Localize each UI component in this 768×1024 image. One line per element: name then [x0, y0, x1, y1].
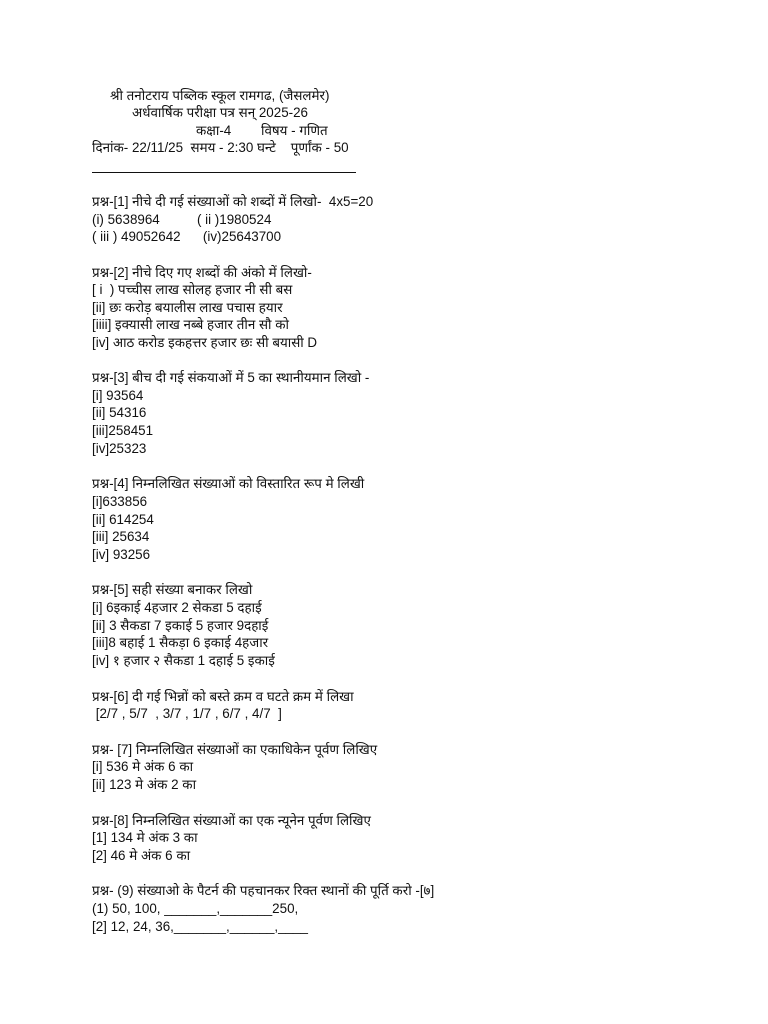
class-subject: कक्षा-4 विषय - गणित [196, 123, 328, 138]
question-3-item: [iv]25323 [92, 441, 147, 456]
question-4-title: प्रश्न-[4] निम्नलिखित संख्याओं को विस्तारित रूप मे लिखी [92, 476, 365, 491]
question-2-item: [iv] आठ करोड इकहत्तर हजार छः सी बयासी D [92, 335, 318, 350]
header-divider [92, 172, 356, 173]
question-5-item: [iv] १ हजार २ सैकडा 1 दहाई 5 इकाई [92, 653, 275, 668]
question-6-item: [2/7 , 5/7 , 3/7 , 1/7 , 6/7 , 4/7 ] [92, 706, 282, 721]
question-2-item: [ii] छः करोड़ बयालीस लाख पचास हयार [92, 300, 283, 315]
question-3-item: [ii] 54316 [92, 405, 147, 420]
question-1-item: ( iii ) 49052642 (iv)25643700 [92, 229, 282, 244]
question-1-item: (i) 5638964 ( ii )1980524 [92, 212, 272, 227]
question-8-item: [1] 134 मे अंक 3 का [92, 830, 198, 845]
question-5-item: [i] 6इकाई 4हजार 2 सेकडा 5 दहाई [92, 600, 262, 615]
question-5-item: [iii]8 बहाई 1 सैकड़ा 6 इकाई 4हजार [92, 635, 269, 650]
question-1-title: प्रश्न-[1] नीचे दी गई संख्याओं को शब्दों में लिखो- 4x5=20 [92, 194, 374, 209]
question-9-title: प्रश्न- (9) संख्याओ के पैटर्न की पहचानकर रिक्त स्थानों की पूर्ति करो -[७] [92, 883, 435, 898]
exam-info: दिनांक- 22/11/25 समय - 2:30 घन्टे पूर्णांक - 50 [92, 140, 349, 155]
school-name: श्री तनोटराय पब्लिक स्कूल रामगढ, (जैसलमेर) [110, 88, 330, 103]
question-7-item: [i] 536 मे अंक 6 का [92, 759, 194, 774]
question-8-title: प्रश्न-[8] निम्नलिखित संख्याओं का एक न्यूनेन पूर्वण लिखिए [92, 813, 371, 828]
question-7-title: प्रश्न- [7] निम्नलिखित संख्याओं का एकाधिकेन पूर्वण लिखिए [92, 742, 378, 757]
question-4-item: [i]633856 [92, 494, 148, 509]
question-3-title: प्रश्न-[3] बीच दी गई संकयाओं में 5 का स्थानीयमान लिखो - [92, 370, 370, 385]
question-5-item: [ii] 3 सैकडा 7 इकाई 5 हजार 9दहाई [92, 618, 269, 633]
question-4-item: [ii] 614254 [92, 512, 154, 527]
question-2-item: [iiii] इक्यासी लाख नब्बे हजार तीन सौ को [92, 317, 289, 332]
question-9-item: [2] 12, 24, 36,_______,______,____ [92, 919, 308, 934]
question-3-item: [iii]258451 [92, 423, 154, 438]
question-4-item: [iv] 93256 [92, 547, 151, 562]
question-4-item: [iii] 25634 [92, 529, 150, 544]
question-2-title: प्रश्न-[2] नीचे दिए गए शब्दों की अंको में लिखो- [92, 265, 312, 280]
question-6-title: प्रश्न-[6] दी गई भिन्नों को बस्ते क्रम व घटते क्रम में लिखा [92, 689, 354, 704]
exam-title: अर्धवार्षिक परीक्षा पत्र सन् 2025-26 [132, 105, 308, 120]
question-3-item: [i] 93564 [92, 388, 144, 403]
question-7-item: [ii] 123 मे अंक 2 का [92, 777, 197, 792]
question-8-item: [2] 46 मे अंक 6 का [92, 848, 191, 863]
question-9-item: (1) 50, 100, _______,_______250, [92, 901, 299, 916]
question-5-title: प्रश्न-[5] सही संख्या बनाकर लिखो [92, 582, 253, 597]
question-2-item: [ i ) पच्चीस लाख सोलह हजार नी सी बस [92, 282, 293, 297]
